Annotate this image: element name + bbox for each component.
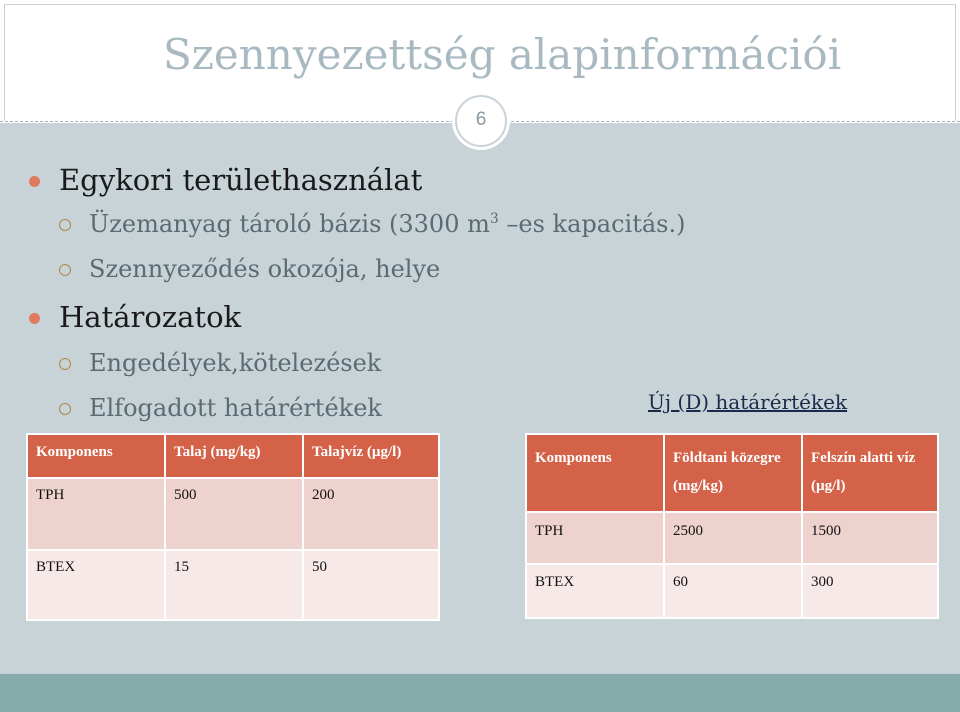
table-cell: BTEX [526,564,664,618]
table-header-cell: Talaj (mg/kg) [165,434,303,478]
table-cell: TPH [27,478,165,550]
bullet-text: Egykori területhasználat [59,163,423,197]
table-header-cell: Felszín alatti víz (µg/l) [802,434,938,512]
sub-bullet-text: Üzemanyag tároló bázis (3300 $m^3$ –es kapacitás.) [89,210,686,238]
ring-bullet-icon [59,219,71,231]
table-cell: 500 [165,478,303,550]
table-header-cell: Komponens [526,434,664,512]
table-header-cell: Talajvíz (µg/l) [303,434,439,478]
table-header-cell: Földtani közegre (mg/kg) [664,434,802,512]
table-row [526,564,938,618]
page-number: 6 [475,109,487,130]
table-cell: 1500 [802,512,938,564]
table-cell: 15 [165,550,303,620]
ring-bullet-icon [59,264,71,276]
table-row [526,512,938,564]
sub-bullet-text: Szennyeződés okozója, helye [89,255,441,283]
table-cell: 300 [802,564,938,618]
table-cell: BTEX [27,550,165,620]
table-cell: 200 [303,478,439,550]
table-cell: 2500 [664,512,802,564]
slide-title: Szennyezettség alapinformációi [163,30,842,79]
bullet-dot-icon [29,176,40,187]
old-limits-table [26,433,440,621]
table-row [27,478,439,550]
table-cell: 60 [664,564,802,618]
page-number-badge [455,95,507,147]
table-header-cell: Komponens [27,434,165,478]
sub-bullet-text: Engedélyek,kötelezések [89,349,382,377]
new-limits-label: Új (D) határértékek [648,390,848,414]
table-row [27,550,439,620]
ring-bullet-icon [59,358,71,370]
ring-bullet-icon [59,403,71,415]
sub-bullet-text: Elfogadott határértékek [89,394,382,422]
table-header-row [27,434,439,478]
new-limits-table [525,433,939,619]
bullet-text: Határozatok [59,300,242,334]
footer-bar [0,674,960,712]
bullet-dot-icon [29,313,40,324]
table-cell: TPH [526,512,664,564]
table-header-row [526,434,938,512]
table-cell: 50 [303,550,439,620]
